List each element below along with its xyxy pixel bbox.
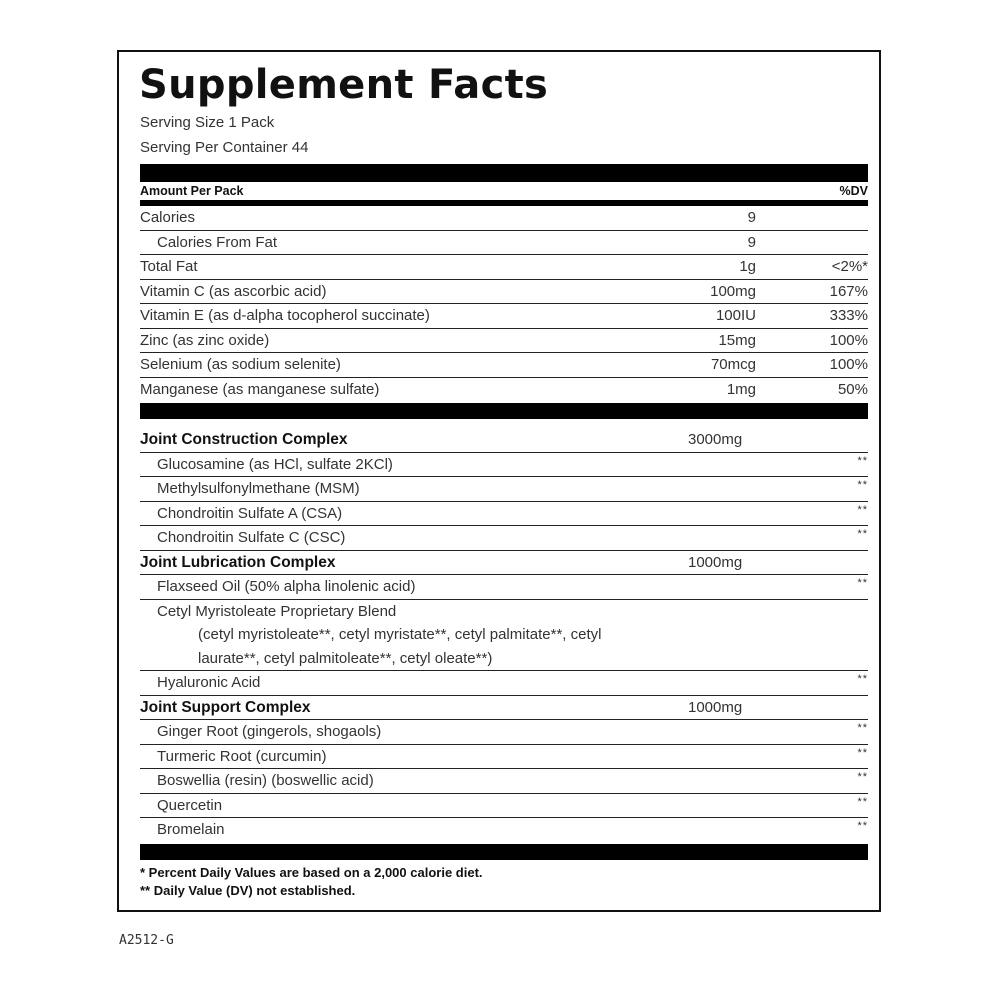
ingredient-row [140, 720, 868, 745]
facts-content [140, 62, 868, 900]
nutrient-name: Vitamin C (as ascorbic acid) [140, 282, 327, 300]
footnote-not-established: ** Daily Value (DV) not established. [140, 882, 356, 898]
ingredient-row [140, 671, 868, 696]
ingredient-name: Hyaluronic Acid [157, 674, 261, 691]
nutrient-row [140, 353, 868, 378]
nutrient-list [140, 206, 868, 401]
nutrient-name: Zinc (as zinc oxide) [140, 331, 270, 349]
ingredient-name: Chondroitin Sulfate A (CSA) [157, 504, 343, 522]
nutrient-dv: 167% [829, 282, 868, 300]
complex-header [140, 428, 868, 453]
proprietary-blend [140, 600, 868, 672]
nutrient-row [140, 255, 868, 280]
nutrient-amount: 1g [739, 258, 756, 275]
nutrient-row [140, 206, 868, 231]
ingredient-row [140, 477, 868, 502]
nutrient-dv: <2%* [831, 258, 868, 275]
complex-amount: 1000mg [688, 698, 743, 716]
ingredient-dv: ** [857, 771, 868, 783]
ingredient-row [140, 769, 868, 794]
ingredient-dv: ** [857, 528, 868, 540]
divider-thick [140, 164, 868, 182]
ingredient-dv: ** [857, 479, 868, 491]
dv-label: %DV [839, 184, 868, 198]
nutrient-amount: 9 [747, 209, 756, 226]
nutrient-name: Calories From Fat [157, 233, 278, 251]
nutrient-name: Total Fat [140, 258, 198, 275]
complex-amount: 3000mg [688, 431, 743, 448]
divider-thick [140, 844, 868, 860]
nutrient-name: Manganese (as manganese sulfate) [140, 380, 380, 398]
ingredient-name: Turmeric Root (curcumin) [157, 747, 327, 765]
product-code: A2512-G [119, 933, 174, 948]
ingredient-dv: ** [857, 795, 868, 808]
ingredient-dv: ** [857, 722, 868, 734]
complex-header [140, 696, 868, 721]
footnote-dv: * Percent Daily Values are based on a 2,000 calorie diet. [140, 864, 483, 880]
complex-list [140, 419, 868, 842]
ingredient-name: Bromelain [157, 821, 225, 838]
nutrient-dv: 333% [829, 307, 868, 324]
nutrient-row [140, 280, 868, 305]
nutrient-row [140, 329, 868, 354]
nutrient-amount: 9 [747, 233, 756, 251]
amount-per-pack-label: Amount Per Pack [140, 184, 244, 198]
ingredient-name: Methylsulfonylmethane (MSM) [157, 480, 360, 497]
complex-name: Joint Construction Complex [140, 431, 348, 448]
ingredient-dv: ** [857, 746, 868, 759]
nutrient-name: Vitamin E (as d-alpha tocopherol succinate) [140, 307, 430, 324]
complex-amount: 1000mg [688, 553, 743, 571]
nutrient-amount: 1mg [726, 380, 756, 398]
ingredient-dv: ** [857, 820, 868, 832]
serving-size: Serving Size 1 Pack [140, 114, 275, 131]
ingredient-name: Glucosamine (as HCl, sulfate 2KCl) [157, 455, 393, 473]
nutrient-amount: 15mg [718, 331, 756, 349]
supplement-facts-panel [117, 50, 881, 912]
ingredient-name: Boswellia (resin) (boswellic acid) [157, 772, 374, 789]
nutrient-row [140, 378, 868, 402]
nutrient-amount: 70mcg [710, 356, 756, 373]
complex-header [140, 551, 868, 576]
nutrient-dv: 100% [829, 356, 868, 373]
nutrient-row [140, 231, 868, 256]
nutrient-amount: 100IU [715, 307, 756, 324]
ingredient-row [140, 453, 868, 478]
servings-per-container: Serving Per Container 44 [140, 139, 309, 156]
nutrient-amount: 100mg [710, 282, 756, 300]
nutrient-name: Calories [140, 209, 196, 226]
blend-description: (cetyl myristoleate**, cetyl myristate**, cetyl palmitate**, cetyl laurate**, cetyl palmitoleate**, cetyl oleate**) [198, 626, 602, 667]
ingredient-row [140, 575, 868, 600]
ingredient-dv: ** [857, 673, 868, 685]
ingredient-row [140, 526, 868, 551]
complex-name: Joint Lubrication Complex [140, 553, 336, 571]
nutrient-name: Selenium (as sodium selenite) [140, 356, 341, 373]
nutrient-row [140, 304, 868, 329]
amount-header [140, 182, 868, 200]
complex-name: Joint Support Complex [140, 698, 311, 716]
ingredient-name: Quercetin [157, 796, 223, 814]
ingredient-row [140, 794, 868, 819]
ingredient-dv: ** [857, 503, 868, 516]
panel-title: Supplement Facts [139, 62, 549, 108]
ingredient-name: Chondroitin Sulfate C (CSC) [157, 529, 346, 546]
ingredient-name: Flaxseed Oil (50% alpha linolenic acid) [157, 578, 416, 595]
divider-thick [140, 403, 868, 419]
ingredient-row [140, 502, 868, 527]
nutrient-dv: 50% [837, 380, 868, 398]
ingredient-row [140, 745, 868, 770]
ingredient-dv: ** [857, 454, 868, 467]
nutrient-dv: 100% [829, 331, 868, 349]
ingredient-name: Ginger Root (gingerols, shogaols) [157, 723, 382, 740]
blend-name: Cetyl Myristoleate Proprietary Blend [157, 602, 397, 620]
ingredient-dv: ** [857, 577, 868, 589]
ingredient-row [140, 818, 868, 842]
